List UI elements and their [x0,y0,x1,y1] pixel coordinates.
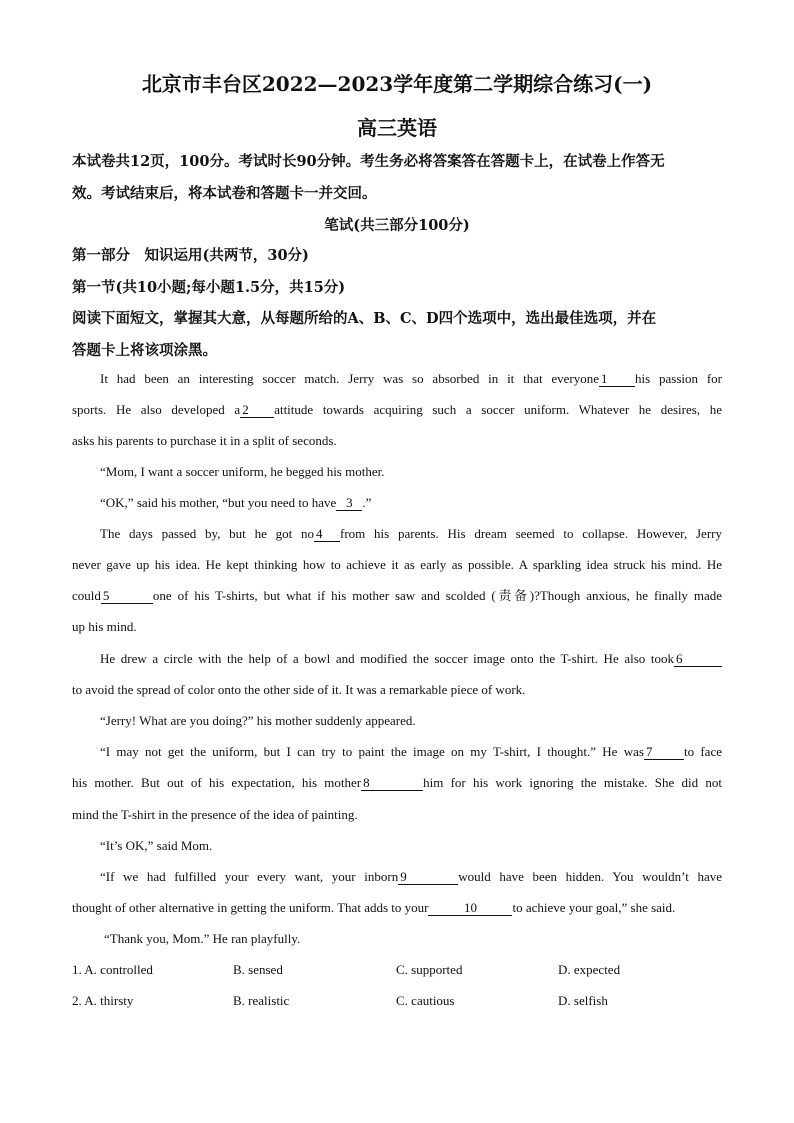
passage-line [100,494,722,512]
passage-text: his passion for [635,371,722,386]
passage-line [100,868,722,886]
passage-text: “I may not get the uniform, but I can try to paint the image on my T-shirt, I thought.” He was [100,744,644,759]
passage-line [72,774,722,792]
blank-5: 5 [101,588,153,604]
option-a: 1. A. controlled [72,962,153,977]
passage-line: “Mom, I want a soccer uniform, he begged his mother. [100,464,385,479]
passage-text: sports. He also developed a [72,402,241,417]
passage-text: one of his T-shirts, but what if his mother saw and scolded (责备)?Though anxious, he finally made [152,588,722,603]
passage-text: from his parents. His dream seemed to collapse. However, Jerry [339,526,722,541]
passage-line: asks his parents to purchase it in a split of seconds. [72,433,337,448]
written-test-heading: 笔试(共三部分100分) [324,217,470,234]
blank-3: 3 [336,495,362,511]
option-b: B. sensed [233,962,283,977]
passage-line: “Thank you, Mom.” He ran playfully. [104,931,301,946]
directions-line-2: 答题卡上将该项涂黑。 [72,342,217,359]
exam-title: 北京市丰台区2022—2023学年度第二学期综合练习(一) [141,72,653,96]
passage-text: It had been an interesting soccer match. Jerry was so absorbed in it that everyone [100,371,600,386]
passage-line: to avoid the spread of color onto the other side of it. It was a remarkable piece of work. [72,682,526,697]
option-d: D. expected [558,962,621,977]
passage-line [72,587,722,605]
option-b: B. realistic [233,993,290,1008]
blank-4: 4 [314,526,340,542]
passage-text: He drew a circle with the help of a bowl and modified the soccer image onto the T-shirt. He also took [100,651,674,666]
blank-7: 7 [644,744,684,760]
passage-text: The days passed by, but he got no [100,526,314,541]
passage-text: to face [683,744,722,759]
passage-line [100,370,722,388]
exam-subject: 高三英语 [357,116,437,140]
blank-6: 6 [674,651,722,667]
passage-line: up his mind. [72,619,137,634]
blank-9: 9 [398,869,458,885]
passage-text: him for his work ignoring the mistake. She did not [423,775,722,790]
passage-line: “Jerry! What are you doing?” his mother suddenly appeared. [100,713,416,728]
blank-8: 8 [361,775,423,791]
passage-text: attitude towards acquiring such a soccer uniform. Whatever he desires, he [274,402,722,417]
blank-1: 1 [599,371,635,387]
passage-text: to achieve your goal,” she said. [512,900,676,915]
passage-line [100,650,722,668]
passage-text: could [72,588,101,603]
passage-line [72,401,722,419]
blank-2: 2 [240,402,274,418]
passage-text: “If we had fulfilled your every want, your inborn [100,869,399,884]
instructions-line-1: 本试卷共12页，100分。考试时长90分钟。考生务必将答案答在答题卡上，在试卷上作答无 [72,153,665,170]
passage-text: “OK,” said his mother, “but you need to have [100,495,337,510]
part-one-heading: 第一部分 知识运用(共两节，30分) [72,247,309,264]
passage-line: “It’s OK,” said Mom. [100,838,213,853]
passage-text: would have been hidden. You wouldn’t have [458,869,722,884]
option-d: D. selfish [558,993,608,1008]
passage-text: .” [362,495,372,510]
directions-line-1: 阅读下面短文，掌握其大意，从每题所给的A、B、C、D四个选项中，选出最佳选项，并在 [72,310,657,327]
passage-line: never gave up his idea. He kept thinking how to achieve it as early as possible. A sparkling idea struck his mind. He [72,557,722,572]
passage-text: his mother. But out of his expectation, his mother [72,775,362,790]
option-c: C. supported [396,962,463,977]
passage-line: mind the T-shirt in the presence of the idea of painting. [72,807,358,822]
option-a: 2. A. thirsty [72,993,134,1008]
instructions-line-2: 效。考试结束后，将本试卷和答题卡一并交回。 [72,185,377,202]
passage-line [100,743,722,761]
passage-line [100,525,722,543]
option-c: C. cautious [396,993,455,1008]
blank-10: 10 [428,900,512,916]
passage-text: thought of other alternative in getting the uniform. That adds to your [72,900,429,915]
passage-line [72,899,722,917]
section-one-heading: 第一节(共10小题;每小题1.5分，共15分) [72,279,346,296]
